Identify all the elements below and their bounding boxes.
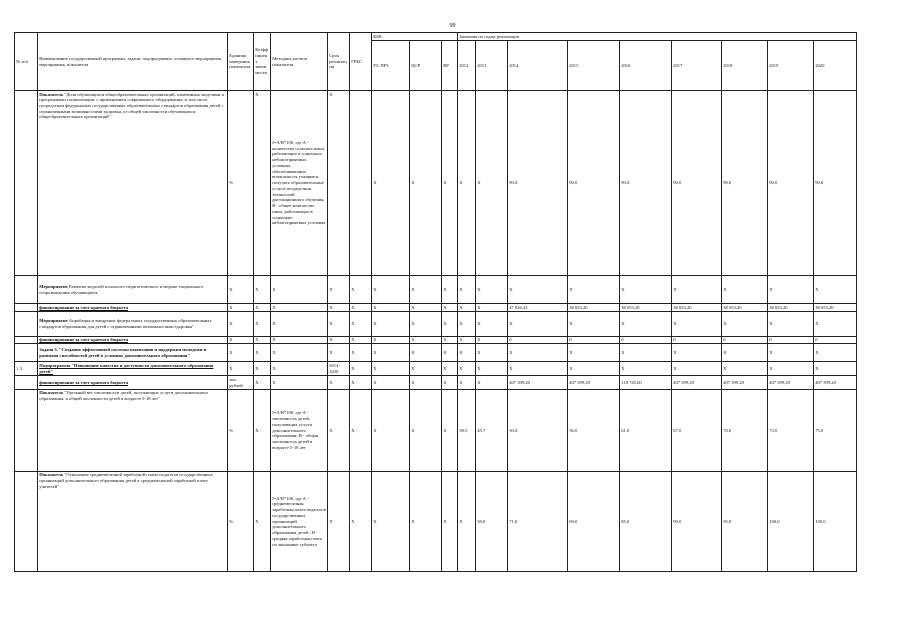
- na-cell: X: [271, 276, 328, 304]
- table-row-financing-3: [15, 376, 857, 389]
- na-cell: X: [328, 311, 350, 336]
- na-cell: X: [442, 389, 458, 471]
- na-cell: X: [442, 311, 458, 336]
- indicator-name: Показатель "Удельный вес численности детей, получающих услуги дополнительного образования, в общей численности детей в возрасте 5-18 лет": [38, 389, 228, 471]
- table-cell: 90,0: [814, 91, 857, 276]
- method-cell: I=A/B*100, где А - количество сельских школ, работающих в социально неблагоприятных условиях, обеспечивающих возможность учащимся получать образовательные услуги посредством технологий дистанционного обучения, В - общее количество школ, работающих в социально неблагоприятных условиях: [271, 91, 328, 276]
- table-row-financing-1: [15, 304, 857, 312]
- na-cell: X: [814, 311, 857, 336]
- table-cell: 38 653,20: [620, 304, 672, 312]
- table-cell: 69,0: [568, 471, 620, 571]
- na-cell: X: [458, 376, 476, 389]
- na-cell: X: [271, 311, 328, 336]
- na-cell: X: [410, 471, 442, 571]
- na-cell: X: [328, 376, 350, 389]
- na-cell: X: [372, 471, 410, 571]
- na-cell: X: [722, 311, 768, 336]
- table-cell: 90,0: [508, 91, 568, 276]
- na-cell: X: [672, 344, 722, 362]
- table-cell: финансирование за счет краевого бюджета: [38, 376, 228, 389]
- table-cell: 85,0: [620, 471, 672, 571]
- na-cell: X: [410, 389, 442, 471]
- table-row-event-1: [15, 276, 857, 304]
- na-cell: X: [442, 91, 458, 276]
- table-cell: [15, 336, 38, 344]
- na-cell: X: [254, 276, 271, 304]
- na-cell: X: [620, 362, 672, 376]
- page-number: 99: [449, 23, 456, 29]
- na-cell: X: [442, 304, 458, 312]
- table-cell: финансирование за счет краевого бюджета: [38, 336, 228, 344]
- na-cell: X: [410, 304, 442, 312]
- na-cell: X: [350, 389, 372, 471]
- table-cell: [15, 389, 38, 471]
- na-cell: X: [442, 471, 458, 571]
- na-cell: X: [372, 91, 410, 276]
- na-cell: X: [620, 311, 672, 336]
- na-cell: X: [814, 276, 857, 304]
- na-cell: X: [350, 376, 372, 389]
- table-cell: 0: [672, 336, 722, 344]
- na-cell: X: [350, 304, 372, 312]
- table-cell: 2014-2020: [328, 362, 350, 376]
- na-cell: X: [328, 389, 350, 471]
- table-row-event-2: [15, 311, 857, 336]
- na-cell: X: [458, 471, 476, 571]
- na-cell: X: [476, 276, 508, 304]
- col-unit-header: Единица измерения показателя: [228, 33, 254, 91]
- na-cell: X: [254, 389, 271, 471]
- na-cell: X: [568, 311, 620, 336]
- na-cell: X: [458, 311, 476, 336]
- na-cell: X: [350, 344, 372, 362]
- table-cell: 0: [620, 336, 672, 344]
- col-name-header: Наименование государственной программы, задачи, подпрограммы, основного мероприятия, мероприятия, показателя: [38, 33, 228, 91]
- na-cell: X: [476, 376, 508, 389]
- table-cell: 73,0: [768, 389, 814, 471]
- table-cell: 56,0: [568, 389, 620, 471]
- values-by-year-header: Значения по годам реализации: [458, 33, 857, 41]
- table-cell: тыс. рублей: [228, 376, 254, 389]
- na-cell: X: [228, 304, 254, 312]
- event-name: Мероприятие Апробация и внедрение федеральных государственных образовательных стандартов образования для детей с ограниченными возможностями здоровья": [38, 311, 228, 336]
- program-table: [14, 32, 857, 572]
- na-cell: X: [372, 344, 410, 362]
- na-cell: X: [254, 304, 271, 312]
- table-cell: 47 026,43: [508, 304, 568, 312]
- na-cell: X: [410, 276, 442, 304]
- na-cell: X: [476, 362, 508, 376]
- na-cell: X: [722, 276, 768, 304]
- na-cell: X: [476, 336, 508, 344]
- na-cell: X: [476, 304, 508, 312]
- na-cell: X: [372, 376, 410, 389]
- table-cell: 0: [508, 336, 568, 344]
- na-cell: X: [508, 311, 568, 336]
- na-cell: X: [254, 471, 271, 571]
- na-cell: X: [768, 276, 814, 304]
- table-cell: 90,0: [722, 91, 768, 276]
- table-cell: [15, 276, 38, 304]
- na-cell: X: [228, 344, 254, 362]
- table-cell: 100,0: [814, 471, 857, 571]
- na-cell: X: [254, 336, 271, 344]
- na-cell: X: [372, 276, 410, 304]
- table-cell: 407 399,20: [768, 376, 814, 389]
- na-cell: X: [410, 336, 442, 344]
- table-cell: финансирование за счет краевого бюджета: [38, 304, 228, 312]
- na-cell: X: [372, 389, 410, 471]
- table-cell: 75,0: [814, 389, 857, 471]
- na-cell: X: [410, 344, 442, 362]
- table-cell: 45,7: [476, 389, 508, 471]
- na-cell: X: [768, 344, 814, 362]
- table-cell: 0: [768, 336, 814, 344]
- na-cell: X: [410, 376, 442, 389]
- na-cell: X: [722, 362, 768, 376]
- table-cell: 0: [814, 336, 857, 344]
- table-cell: 407 399,20: [722, 376, 768, 389]
- table-cell: 118 745,60: [620, 376, 672, 389]
- na-cell: X: [568, 344, 620, 362]
- na-cell: X: [476, 91, 508, 276]
- na-cell: X: [350, 471, 372, 571]
- na-cell: X: [768, 362, 814, 376]
- table-cell: 38 653,20: [568, 304, 620, 312]
- na-cell: X: [458, 336, 476, 344]
- table-cell: 61,0: [620, 389, 672, 471]
- table-cell: 38 653,20: [672, 304, 722, 312]
- na-cell: X: [254, 362, 271, 376]
- table-cell: [15, 376, 38, 389]
- table-cell: [15, 304, 38, 312]
- na-cell: X: [458, 304, 476, 312]
- na-cell: X: [228, 276, 254, 304]
- table-cell: 100,0: [768, 471, 814, 571]
- na-cell: X: [328, 336, 350, 344]
- year-header: 2017: [672, 41, 722, 91]
- na-cell: X: [442, 344, 458, 362]
- na-cell: X: [350, 276, 372, 304]
- table-cell: 407 399,20: [814, 376, 857, 389]
- na-cell: X: [228, 336, 254, 344]
- col-num-header: № п/п: [15, 33, 38, 91]
- table-cell: %: [228, 389, 254, 471]
- na-cell: X: [372, 304, 410, 312]
- na-cell: X: [672, 362, 722, 376]
- table-cell: 90,0: [672, 91, 722, 276]
- na-cell: X: [372, 336, 410, 344]
- na-cell: X: [328, 471, 350, 571]
- na-cell: X: [271, 304, 328, 312]
- table-cell: %: [228, 91, 254, 276]
- na-cell: X: [410, 362, 442, 376]
- col-method-header: Методика расчета показателя: [271, 33, 328, 91]
- table-cell: 71,0: [508, 471, 568, 571]
- na-cell: X: [271, 344, 328, 362]
- na-cell: X: [508, 362, 568, 376]
- na-cell: X: [254, 91, 271, 276]
- kbk-col-header: ЦСР: [410, 41, 442, 91]
- table-cell: 407 399,20: [508, 376, 568, 389]
- na-cell: X: [271, 376, 328, 389]
- table-cell: 67,0: [672, 389, 722, 471]
- na-cell: X: [476, 344, 508, 362]
- kbk-col-header: ВР: [442, 41, 458, 91]
- na-cell: X: [350, 362, 372, 376]
- na-cell: X: [508, 276, 568, 304]
- header-row-1: [15, 33, 857, 41]
- na-cell: X: [814, 344, 857, 362]
- table-cell: 38,5: [458, 389, 476, 471]
- na-cell: X: [271, 362, 328, 376]
- table-row-task-3: [15, 344, 857, 362]
- indicator-name: Показатель "Отношение среднемесячной заработной платы педагогов государственных организаций дополнительного образования детей к среднемесячной заработной плате учителей": [38, 471, 228, 571]
- kbk-col-header: РЗ, ПР3: [372, 41, 410, 91]
- na-cell: X: [442, 376, 458, 389]
- na-cell: X: [350, 311, 372, 336]
- year-header: 2012: [458, 41, 476, 91]
- year-header: 2013: [476, 41, 508, 91]
- na-cell: X: [672, 276, 722, 304]
- table-cell: [350, 91, 372, 276]
- table-cell: 407 399,20: [568, 376, 620, 389]
- event-name: Мероприятие Развитие моделей психолого-педагогического и медико-социального сопровождения обучающихся: [38, 276, 228, 304]
- table-cell: [15, 344, 38, 362]
- na-cell: X: [372, 311, 410, 336]
- kbk-header: КБК: [372, 33, 458, 41]
- na-cell: X: [620, 276, 672, 304]
- na-cell: X: [271, 336, 328, 344]
- na-cell: X: [476, 311, 508, 336]
- na-cell: X: [508, 344, 568, 362]
- col-grbs-header: ГРБС: [350, 33, 372, 91]
- na-cell: X: [350, 336, 372, 344]
- table-cell: 50,0: [508, 389, 568, 471]
- subprogram-name: Подпрограмма "Повышение качества и доступности дополнительного образования детей": [38, 362, 228, 376]
- year-header: 2016: [620, 41, 672, 91]
- table-cell: 58,0: [476, 471, 508, 571]
- na-cell: X: [372, 362, 410, 376]
- table-cell: 90,0: [620, 91, 672, 276]
- year-header: 2015: [568, 41, 620, 91]
- method-cell: I=A/B*100, где А - среднемесячная заработная плата педагогов государственных организаций дополнительного образования детей ; В - средняя заработная плата по экономике субъекта: [271, 471, 328, 571]
- table-cell: 70,0: [722, 389, 768, 471]
- na-cell: X: [458, 91, 476, 276]
- table-cell: 38 653,20: [768, 304, 814, 312]
- na-cell: X: [328, 344, 350, 362]
- year-header: 2020: [814, 41, 857, 91]
- table-cell: 38 653,20: [814, 304, 857, 312]
- table-cell: 0: [722, 336, 768, 344]
- table-row-indicator-1: [15, 91, 857, 276]
- task-name: Задача 3. "Создание эффективной системы выявления и поддержки молодежи и развития способностей детей в условиях дополнительного образования": [38, 344, 228, 362]
- method-cell: I=A/B*100, где А - численность детей, получающих услуги дополнительного образования; В - общая численность детей в возрасте 5-18 лет: [271, 389, 328, 471]
- table-cell: [15, 471, 38, 571]
- na-cell: X: [814, 362, 857, 376]
- table-cell: 0: [568, 336, 620, 344]
- na-cell: X: [722, 344, 768, 362]
- na-cell: X: [458, 276, 476, 304]
- na-cell: X: [458, 362, 476, 376]
- na-cell: X: [328, 304, 350, 312]
- table-cell: 90,0: [672, 471, 722, 571]
- table-row-financing-2: [15, 336, 857, 344]
- table-row-indicator-2: [15, 389, 857, 471]
- table-cell: 1.3.: [15, 362, 38, 376]
- na-cell: X: [442, 336, 458, 344]
- table-cell: 90,0: [768, 91, 814, 276]
- year-header: 2018: [722, 41, 768, 91]
- table-cell: 407 399,20: [672, 376, 722, 389]
- na-cell: X: [458, 344, 476, 362]
- year-header: 2019: [768, 41, 814, 91]
- table-row-subprogram: [15, 362, 857, 376]
- na-cell: X: [228, 362, 254, 376]
- na-cell: X: [328, 91, 350, 276]
- na-cell: X: [228, 311, 254, 336]
- na-cell: X: [672, 311, 722, 336]
- na-cell: X: [442, 276, 458, 304]
- na-cell: X: [410, 311, 442, 336]
- indicator-name: Показатель "Доля обучающихся общеобразовательных организаций, охваченных моделями и программами социализации, с применением современного оборудования, в том числе посредством федеральных государственных образовательных стандартов образования детей с ограниченными возможностями здоровья, от общей численности обучающихся общеобразовательных организаций": [38, 91, 228, 276]
- na-cell: X: [328, 276, 350, 304]
- na-cell: X: [620, 344, 672, 362]
- table-row-indicator-3: [15, 471, 857, 571]
- col-coef-header: Коэффициент значимости: [254, 33, 271, 91]
- col-term-header: Срок реализации: [328, 33, 350, 91]
- table-cell: [15, 311, 38, 336]
- na-cell: X: [410, 91, 442, 276]
- na-cell: X: [254, 376, 271, 389]
- table-cell: 38 653,20: [722, 304, 768, 312]
- table-cell: 95,0: [722, 471, 768, 571]
- table-cell: [15, 91, 38, 276]
- year-header: 2014: [508, 41, 568, 91]
- na-cell: X: [442, 362, 458, 376]
- na-cell: X: [568, 362, 620, 376]
- table-cell: 90,0: [568, 91, 620, 276]
- na-cell: X: [768, 311, 814, 336]
- table-cell: %: [228, 471, 254, 571]
- na-cell: X: [254, 311, 271, 336]
- na-cell: X: [254, 344, 271, 362]
- na-cell: X: [568, 276, 620, 304]
